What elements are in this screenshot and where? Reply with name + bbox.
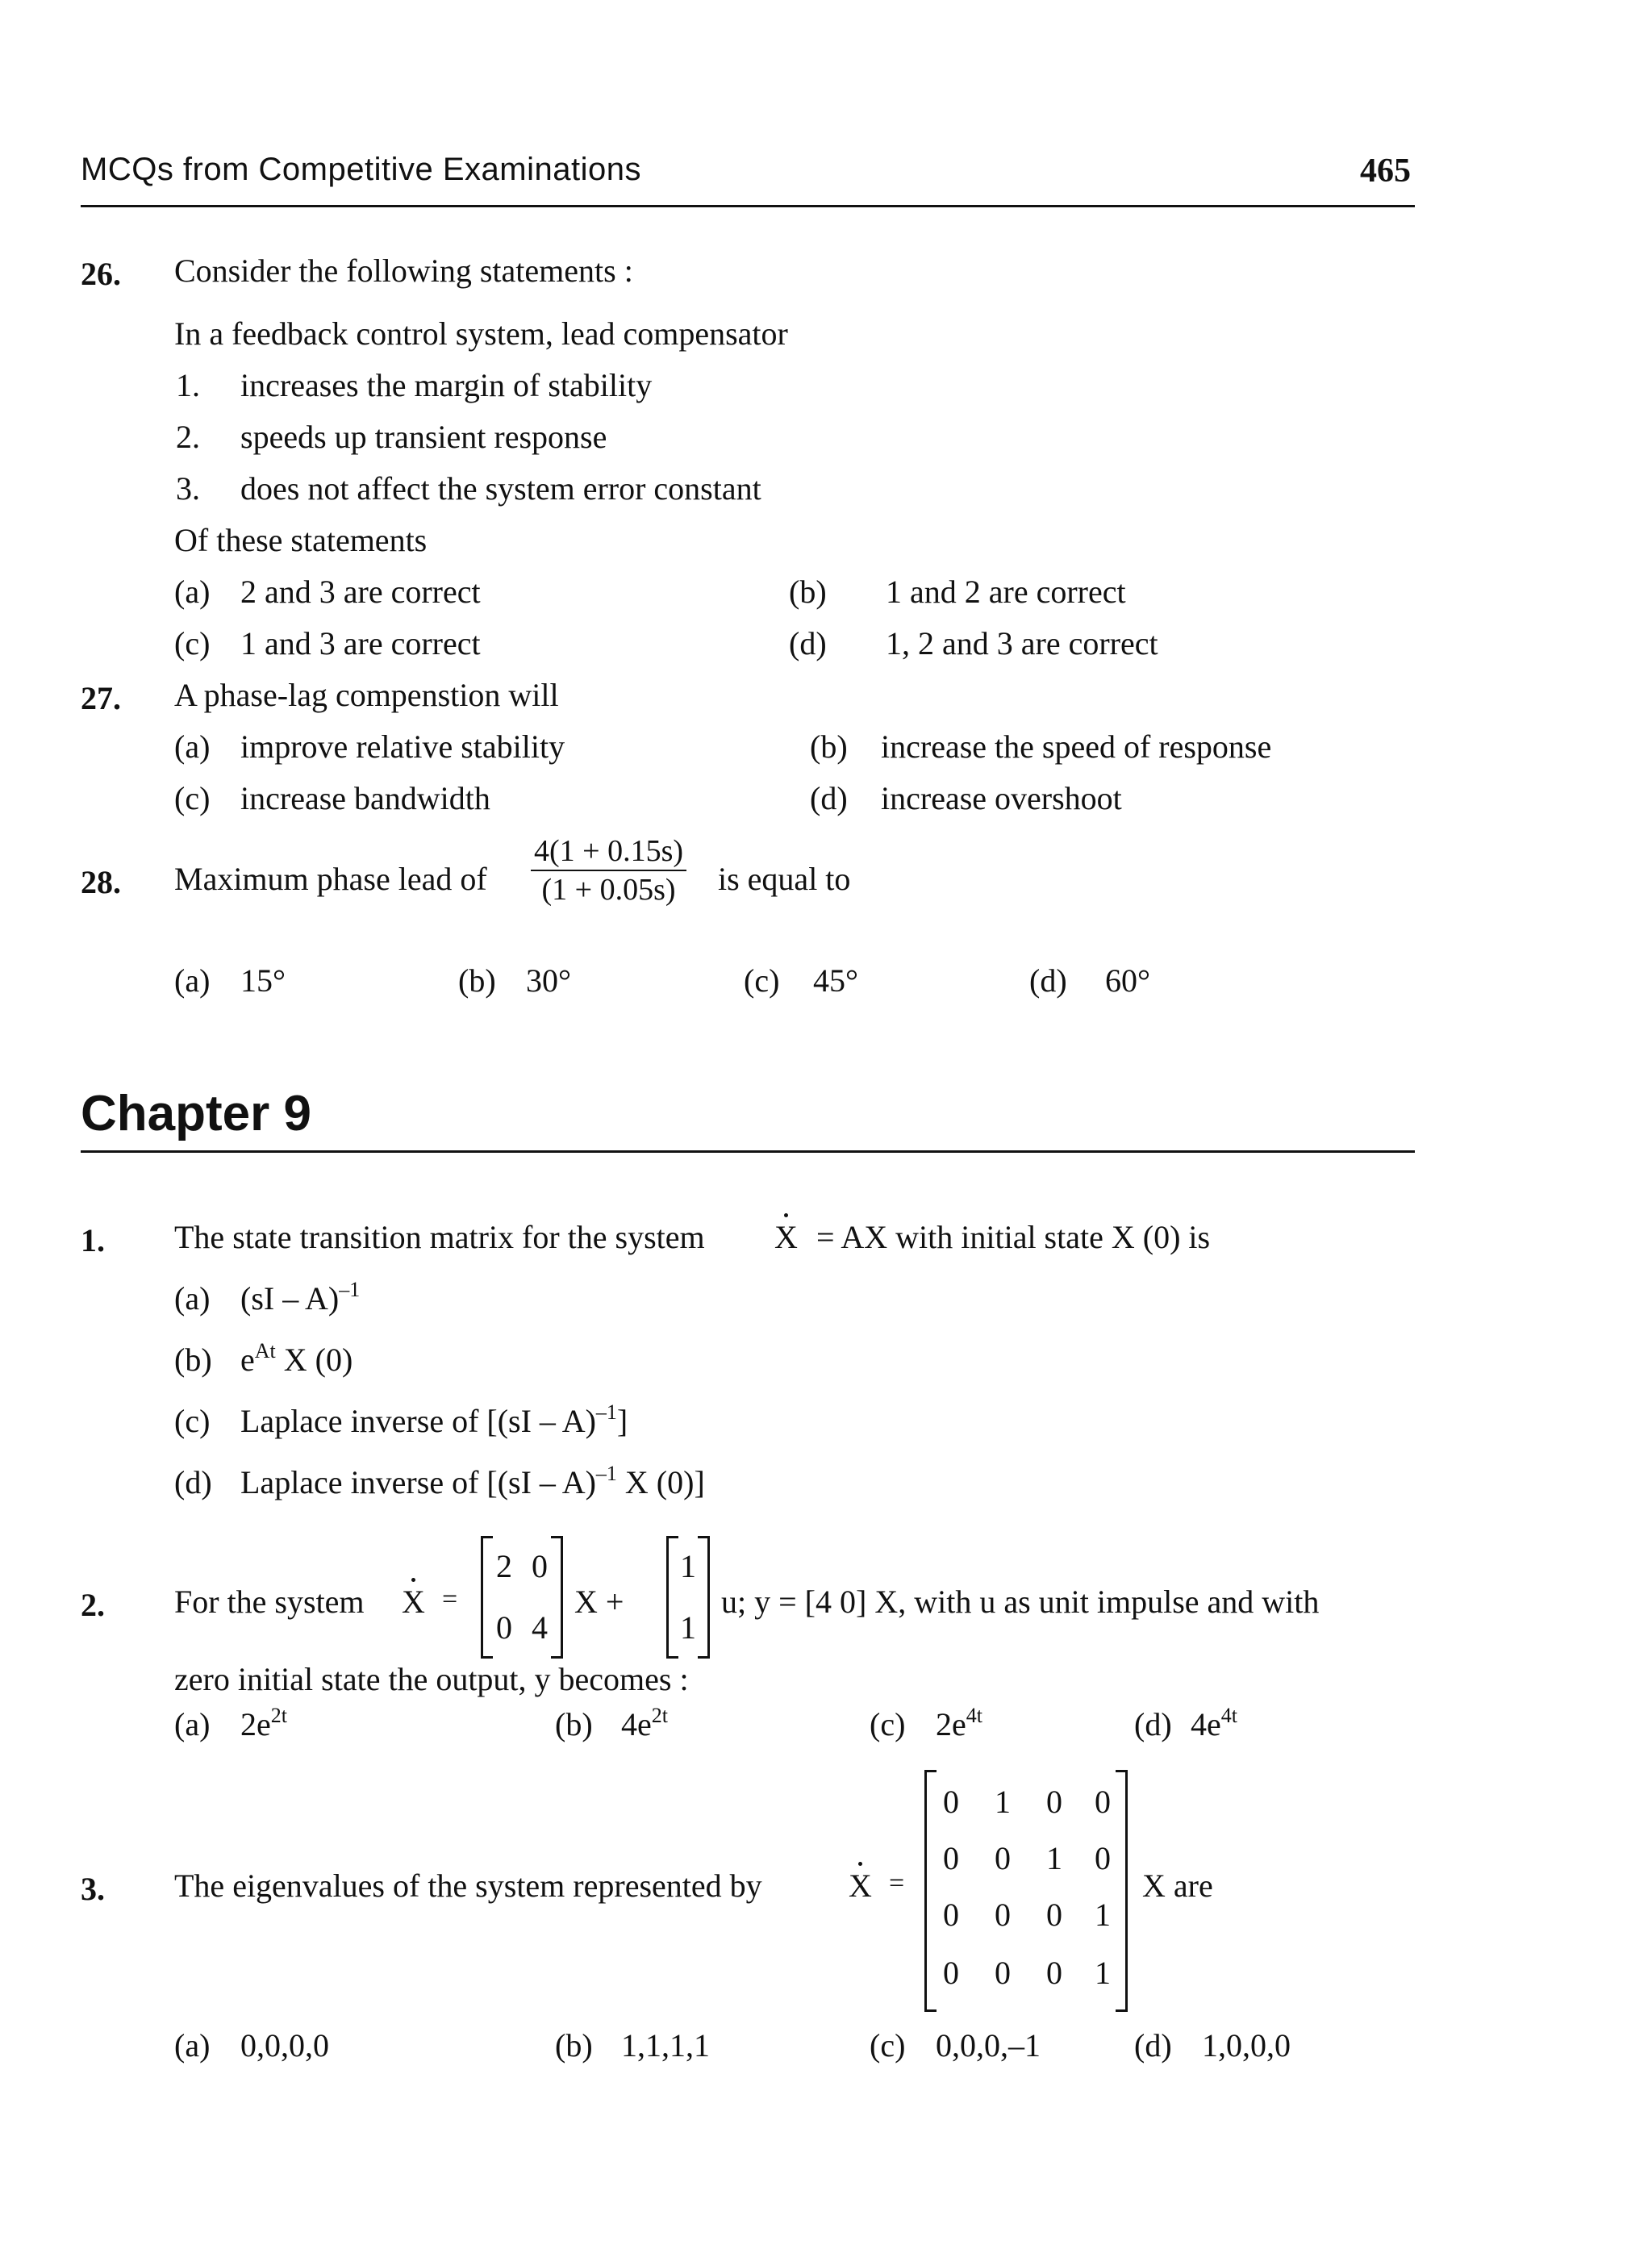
- question-stem-post: u; y = [4 0] X, with u as unit impulse and with: [721, 1584, 1320, 1620]
- system-matrix: [924, 1770, 1128, 2012]
- question-stem-post: is equal to: [718, 861, 851, 897]
- matrix-cell: 1: [680, 1548, 696, 1584]
- question-stem-pre: The eigenvalues of the system represented by: [174, 1867, 762, 1904]
- matrix-cell: 0: [943, 1955, 959, 1991]
- fraction-denominator: (1 + 0.05s): [541, 873, 676, 907]
- option-label-d: (d): [1134, 1706, 1172, 1742]
- matrix-cell: 0: [943, 1840, 959, 1876]
- matrix-cell: 0: [943, 1784, 959, 1820]
- option-label-d: (d): [174, 1464, 212, 1500]
- option-text-a: (sI – A)$^{-1}$: [240, 1277, 361, 1317]
- running-header-title: MCQs from Competitive Examinations: [81, 152, 641, 187]
- option-label-c: (c): [870, 1706, 906, 1742]
- question-number: 28.: [81, 864, 121, 900]
- option-text-c: increase bandwidth: [240, 780, 490, 816]
- matrix-cell: 0: [1046, 1897, 1062, 1933]
- option-label-c: (c): [744, 962, 780, 999]
- option-text-b: increase the speed of response: [881, 728, 1272, 765]
- option-text-d: increase overshoot: [881, 780, 1122, 816]
- option-label-a: (a): [174, 1280, 211, 1317]
- question-stem: A phase-lag compenstion will: [174, 677, 559, 713]
- option-label-c: (c): [174, 1403, 211, 1439]
- matrix-cell: 0: [1046, 1784, 1062, 1820]
- question-stem: Consider the following statements :: [174, 252, 633, 289]
- option-label-a: (a): [174, 2027, 211, 2064]
- matrix-a: [481, 1536, 563, 1659]
- equation-middle: X +: [574, 1584, 624, 1620]
- option-text-d: 1, 2 and 3 are correct: [886, 625, 1158, 661]
- state-vector-derivative: X: [849, 1867, 872, 1904]
- option-text-c: 0,0,0,–1: [936, 2027, 1041, 2064]
- matrix-cell: 0: [1095, 1840, 1111, 1876]
- option-label-c: (c): [174, 780, 211, 816]
- option-label-d: (d): [1134, 2027, 1172, 2064]
- option-text-c: 1 and 3 are correct: [240, 625, 481, 661]
- matrix-cell: 0: [1046, 1955, 1062, 1991]
- transfer-function-fraction: [531, 836, 686, 905]
- state-vector-derivative: X: [774, 1219, 798, 1255]
- option-label-d: (d): [1029, 962, 1067, 999]
- option-text-d: 60°: [1105, 962, 1150, 999]
- question-intro: In a feedback control system, lead compensator: [174, 315, 788, 352]
- option-label-a: (a): [174, 962, 211, 999]
- chapter-rule: [81, 1150, 1415, 1153]
- question-line-2: zero initial state the output, y becomes :: [174, 1661, 689, 1697]
- option-label-d: (d): [810, 780, 848, 816]
- question-tail: Of these statements: [174, 522, 428, 558]
- question-number: 27.: [81, 680, 121, 716]
- statement-text: does not affect the system error constant: [240, 470, 761, 507]
- statement-text: increases the margin of stability: [240, 367, 653, 403]
- option-label-c: (c): [174, 625, 211, 661]
- option-label-a: (a): [174, 728, 211, 765]
- option-label-b: (b): [555, 2027, 593, 2064]
- matrix-cell: 0: [995, 1840, 1011, 1876]
- option-label-b: (b): [810, 728, 848, 765]
- question-stem-pre: For the system: [174, 1584, 365, 1620]
- option-text-d: 1,0,0,0: [1202, 2027, 1291, 2064]
- option-label-b: (b): [174, 1342, 212, 1378]
- option-text-a: 0,0,0,0: [240, 2027, 329, 2064]
- header-rule: [81, 205, 1415, 207]
- chapter-heading: Chapter 9: [81, 1086, 311, 1141]
- matrix-cell: 0: [995, 1897, 1011, 1933]
- question-number: 3.: [81, 1871, 105, 1907]
- question-number: 26.: [81, 256, 121, 292]
- statement-number: 1.: [176, 367, 200, 403]
- question-stem-post: X are: [1142, 1867, 1213, 1904]
- option-text-a: improve relative stability: [240, 728, 565, 765]
- equals-sign: =: [442, 1584, 458, 1614]
- question-stem-pre: Maximum phase lead of: [174, 861, 487, 897]
- option-text-c: 45°: [813, 962, 858, 999]
- option-text-d: $4e^{4t}$: [1191, 1703, 1237, 1742]
- matrix-cell: 1: [1046, 1840, 1062, 1876]
- option-text-c: $2e^{4t}$: [936, 1703, 982, 1742]
- option-text-a: $2e^{2t}$: [240, 1703, 287, 1742]
- option-label-d: (d): [789, 625, 827, 661]
- fraction-numerator: 4(1 + 0.15s): [531, 836, 686, 871]
- matrix-cell: 4: [532, 1609, 548, 1646]
- matrix-cell: 2: [496, 1548, 512, 1584]
- matrix-cell: 0: [1095, 1784, 1111, 1820]
- option-text-b: $4e^{2t}$: [621, 1703, 668, 1742]
- option-label-a: (a): [174, 574, 211, 610]
- option-text-a: 2 and 3 are correct: [240, 574, 481, 610]
- option-text-a: 15°: [240, 962, 286, 999]
- matrix-cell: 1: [680, 1609, 696, 1646]
- option-label-b: (b): [789, 574, 827, 610]
- page-number: 465: [1360, 152, 1411, 190]
- question-number: 1.: [81, 1222, 105, 1258]
- option-text-d: Laplace inverse of [(sI – A)$^{-1}$ X (0)]: [240, 1461, 705, 1500]
- question-stem-post: = AX with initial state X (0) is: [816, 1219, 1211, 1255]
- option-label-c: (c): [870, 2027, 906, 2064]
- matrix-cell: 1: [995, 1784, 1011, 1820]
- matrix-cell: 1: [1095, 1897, 1111, 1933]
- matrix-cell: 0: [995, 1955, 1011, 1991]
- state-vector-derivative: X: [402, 1584, 425, 1620]
- statement-number: 3.: [176, 470, 200, 507]
- equals-sign: =: [889, 1868, 905, 1898]
- option-label-b: (b): [555, 1706, 593, 1742]
- matrix-cell: 0: [943, 1897, 959, 1933]
- question-number: 2.: [81, 1587, 105, 1623]
- option-label-a: (a): [174, 1706, 211, 1742]
- option-text-b: 1 and 2 are correct: [886, 574, 1126, 610]
- question-stem-pre: The state transition matrix for the system: [174, 1219, 705, 1255]
- option-text-b: 30°: [526, 962, 571, 999]
- matrix-cell: 1: [1095, 1955, 1111, 1991]
- matrix-cell: 0: [532, 1548, 548, 1584]
- option-text-c: Laplace inverse of [(sI – A)$^{-1}$]: [240, 1400, 628, 1439]
- statement-text: speeds up transient response: [240, 419, 607, 455]
- matrix-cell: 0: [496, 1609, 512, 1646]
- option-text-b: $e^{At}$ X (0): [240, 1338, 353, 1378]
- matrix-b: [666, 1536, 710, 1659]
- statement-number: 2.: [176, 419, 200, 455]
- option-text-b: 1,1,1,1: [621, 2027, 710, 2064]
- option-label-b: (b): [458, 962, 496, 999]
